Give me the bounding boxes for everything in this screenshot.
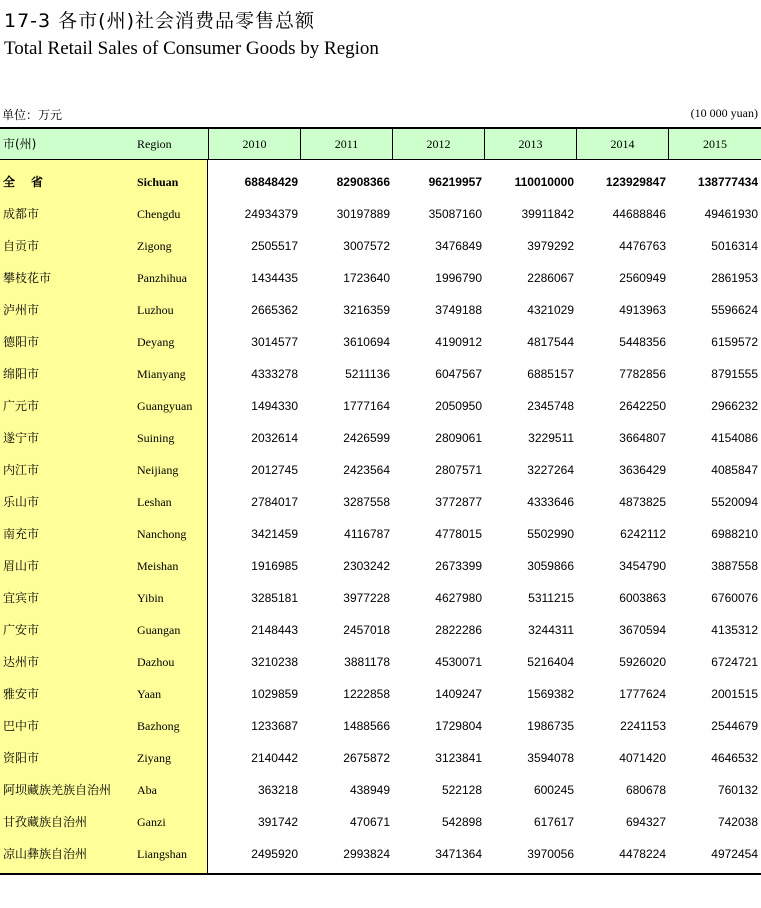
table-row xyxy=(0,582,761,614)
value-cell-2014: 5926020 xyxy=(619,655,666,669)
table-header-rule xyxy=(0,159,761,160)
value-cell-2015: 8791555 xyxy=(711,367,758,381)
value-cell-2011: 3007572 xyxy=(343,239,390,253)
table-bottom-rule xyxy=(0,873,761,875)
value-cell-2010: 2140442 xyxy=(251,751,298,765)
table-row xyxy=(0,454,761,486)
value-cell-2013: 600245 xyxy=(533,783,574,797)
region-name-cn: 资阳市 xyxy=(3,751,40,765)
value-cell-2013: 3227264 xyxy=(527,463,574,477)
region-name-en: Dazhou xyxy=(137,655,175,669)
region-name-cn: 眉山市 xyxy=(3,559,40,573)
value-cell-2011: 2457018 xyxy=(343,623,390,637)
value-cell-2013: 39911842 xyxy=(521,207,574,221)
value-cell-2010: 1916985 xyxy=(251,559,298,573)
value-cell-2015: 6760076 xyxy=(711,591,758,605)
table-row xyxy=(0,742,761,774)
value-cell-2013: 6885157 xyxy=(527,367,574,381)
value-cell-2013: 5502990 xyxy=(527,527,574,541)
region-name-cn: 乐山市 xyxy=(3,495,40,509)
value-cell-2010: 68848429 xyxy=(244,175,298,189)
value-cell-2010: 391742 xyxy=(257,815,298,829)
value-cell-2013: 2286067 xyxy=(527,271,574,285)
value-cell-2014: 4071420 xyxy=(619,751,666,765)
value-cell-2012: 96219957 xyxy=(428,175,482,189)
value-cell-2013: 5216404 xyxy=(527,655,574,669)
value-cell-2012: 2050950 xyxy=(435,399,482,413)
value-cell-2012: 522128 xyxy=(441,783,482,797)
header-year-2011: 2011 xyxy=(300,129,392,159)
value-cell-2015: 742038 xyxy=(717,815,758,829)
table-row xyxy=(0,774,761,806)
value-cell-2014: 3636429 xyxy=(619,463,666,477)
value-cell-2011: 1488566 xyxy=(343,719,390,733)
table-row xyxy=(0,198,761,230)
table-row xyxy=(0,518,761,550)
value-cell-2010: 24934379 xyxy=(244,207,298,221)
value-cell-2015: 4972454 xyxy=(711,847,758,861)
value-cell-2013: 1569382 xyxy=(527,687,574,701)
table-row xyxy=(0,294,761,326)
page-title-english: Total Retail Sales of Consumer Goods by Region xyxy=(4,38,379,59)
region-name-en: Neijiang xyxy=(137,463,179,477)
region-name-cn: 广元市 xyxy=(3,399,40,413)
value-cell-2015: 4154086 xyxy=(711,431,758,445)
value-cell-2014: 2241153 xyxy=(620,719,666,733)
value-cell-2015: 4135312 xyxy=(711,623,758,637)
value-cell-2015: 5016314 xyxy=(711,239,758,253)
value-cell-2014: 3664807 xyxy=(619,431,666,445)
value-cell-2012: 1729804 xyxy=(435,719,482,733)
value-cell-2015: 760132 xyxy=(717,783,758,797)
region-name-cn: 攀枝花市 xyxy=(3,271,52,285)
header-year-2013: 2013 xyxy=(484,129,576,159)
page-title-chinese: 17-3 各市(州)社会消费品零售总额 xyxy=(4,10,315,32)
region-name-cn: 全省 xyxy=(3,175,60,189)
table-row xyxy=(0,422,761,454)
value-cell-2014: 3454790 xyxy=(619,559,666,573)
value-cell-2012: 4530071 xyxy=(435,655,482,669)
value-cell-2014: 4478224 xyxy=(619,847,666,861)
region-name-en: Guangyuan xyxy=(137,399,193,413)
value-cell-2013: 1986735 xyxy=(527,719,574,733)
unit-label-chinese: 单位：万元 xyxy=(2,108,63,122)
value-cell-2014: 1777624 xyxy=(619,687,666,701)
table-row xyxy=(0,710,761,742)
region-name-en: Deyang xyxy=(137,335,175,349)
value-cell-2013: 3594078 xyxy=(527,751,574,765)
value-cell-2013: 3979292 xyxy=(527,239,574,253)
region-name-cn: 绵阳市 xyxy=(3,367,40,381)
value-cell-2012: 2809061 xyxy=(435,431,482,445)
value-cell-2010: 363218 xyxy=(257,783,298,797)
region-name-cn: 南充市 xyxy=(3,527,40,541)
value-cell-2013: 3970056 xyxy=(527,847,574,861)
region-name-en: Luzhou xyxy=(137,303,174,317)
value-cell-2010: 3210238 xyxy=(251,655,298,669)
value-cell-2012: 3471364 xyxy=(435,847,482,861)
value-cell-2015: 6988210 xyxy=(711,527,758,541)
header-year-2010: 2010 xyxy=(208,129,300,159)
value-cell-2010: 3014577 xyxy=(251,335,298,349)
region-name-cn: 巴中市 xyxy=(3,719,40,733)
region-name-cn: 雅安市 xyxy=(3,687,40,701)
value-cell-2013: 110010000 xyxy=(514,175,574,189)
value-cell-2012: 542898 xyxy=(441,815,482,829)
value-cell-2011: 2426599 xyxy=(343,431,390,445)
value-cell-2014: 2560949 xyxy=(619,271,666,285)
region-name-en: Yaan xyxy=(137,687,162,701)
header-city-cn: 市(州) xyxy=(3,137,37,151)
value-cell-2014: 694327 xyxy=(625,815,666,829)
region-name-en: Liangshan xyxy=(137,847,187,861)
value-cell-2010: 3285181 xyxy=(251,591,298,605)
table-row xyxy=(0,262,761,294)
value-cell-2015: 5596624 xyxy=(711,303,758,317)
value-cell-2012: 3476849 xyxy=(435,239,482,253)
table-row xyxy=(0,838,761,870)
region-name-cn: 德阳市 xyxy=(3,335,40,349)
value-cell-2013: 4321029 xyxy=(527,303,574,317)
table-row xyxy=(0,358,761,390)
value-cell-2012: 3749188 xyxy=(435,303,482,317)
value-cell-2014: 680678 xyxy=(625,783,666,797)
region-name-en: Bazhong xyxy=(137,719,180,733)
table-row xyxy=(0,806,761,838)
value-cell-2010: 4333278 xyxy=(251,367,298,381)
table-row xyxy=(0,614,761,646)
value-cell-2010: 1434435 xyxy=(251,271,298,285)
value-cell-2013: 3059866 xyxy=(527,559,574,573)
value-cell-2014: 4913963 xyxy=(619,303,666,317)
region-name-cn: 内江市 xyxy=(3,463,40,477)
value-cell-2011: 82908366 xyxy=(336,175,390,189)
value-cell-2011: 30197889 xyxy=(336,207,390,221)
region-name-en: Mianyang xyxy=(137,367,186,381)
header-year-2012: 2012 xyxy=(392,129,484,159)
value-cell-2012: 6047567 xyxy=(435,367,482,381)
value-cell-2012: 4190912 xyxy=(435,335,482,349)
header-year-2014: 2014 xyxy=(576,129,668,159)
region-name-en: Aba xyxy=(137,783,157,797)
value-cell-2011: 3287558 xyxy=(343,495,390,509)
region-name-en: Zigong xyxy=(137,239,172,253)
value-cell-2014: 4476763 xyxy=(619,239,666,253)
value-cell-2014: 4873825 xyxy=(619,495,666,509)
value-cell-2012: 4778015 xyxy=(435,527,482,541)
value-cell-2011: 2423564 xyxy=(343,463,390,477)
value-cell-2015: 2544679 xyxy=(711,719,758,733)
table-row xyxy=(0,390,761,422)
value-cell-2011: 3216359 xyxy=(343,303,390,317)
value-cell-2014: 6242112 xyxy=(620,527,666,541)
value-cell-2015: 4646532 xyxy=(711,751,758,765)
value-cell-2011: 2675872 xyxy=(343,751,390,765)
region-name-cn: 遂宁市 xyxy=(3,431,40,445)
value-cell-2015: 6159572 xyxy=(711,335,758,349)
region-name-en: Guangan xyxy=(137,623,181,637)
value-cell-2010: 2032614 xyxy=(251,431,298,445)
value-cell-2014: 2642250 xyxy=(619,399,666,413)
value-cell-2014: 5448356 xyxy=(619,335,666,349)
table-row xyxy=(0,486,761,518)
value-cell-2011: 470671 xyxy=(349,815,390,829)
value-cell-2011: 3977228 xyxy=(343,591,390,605)
value-cell-2010: 2505517 xyxy=(251,239,298,253)
value-cell-2011: 1222858 xyxy=(343,687,390,701)
table-row xyxy=(0,646,761,678)
value-cell-2013: 4817544 xyxy=(527,335,574,349)
value-cell-2010: 2012745 xyxy=(251,463,298,477)
region-name-en: Sichuan xyxy=(137,175,179,189)
region-name-en: Meishan xyxy=(137,559,179,573)
value-cell-2013: 5311215 xyxy=(528,591,574,605)
table-row xyxy=(0,678,761,710)
region-name-cn: 达州市 xyxy=(3,655,40,669)
table-row xyxy=(0,166,761,198)
table-row xyxy=(0,230,761,262)
table-row xyxy=(0,550,761,582)
region-name-cn: 广安市 xyxy=(3,623,40,637)
value-cell-2015: 4085847 xyxy=(711,463,758,477)
value-cell-2014: 3670594 xyxy=(619,623,666,637)
value-cell-2011: 438949 xyxy=(349,783,390,797)
value-cell-2015: 138777434 xyxy=(697,175,758,189)
value-cell-2010: 1494330 xyxy=(251,399,298,413)
value-cell-2012: 1409247 xyxy=(435,687,482,701)
region-name-cn: 宜宾市 xyxy=(3,591,40,605)
value-cell-2015: 6724721 xyxy=(711,655,758,669)
region-name-cn: 凉山彝族自治州 xyxy=(3,847,88,861)
value-cell-2010: 3421459 xyxy=(251,527,298,541)
value-cell-2011: 2303242 xyxy=(343,559,390,573)
value-cell-2011: 1777164 xyxy=(343,399,390,413)
region-name-en: Nanchong xyxy=(137,527,187,541)
value-cell-2013: 3244311 xyxy=(528,623,574,637)
value-cell-2012: 2822286 xyxy=(435,623,482,637)
header-region: Region xyxy=(137,137,172,151)
value-cell-2014: 6003863 xyxy=(619,591,666,605)
value-cell-2012: 35087160 xyxy=(428,207,482,221)
value-cell-2015: 49461930 xyxy=(704,207,758,221)
value-cell-2012: 2807571 xyxy=(435,463,482,477)
value-cell-2012: 3772877 xyxy=(435,495,482,509)
value-cell-2012: 1996790 xyxy=(435,271,482,285)
region-name-cn: 泸州市 xyxy=(3,303,40,317)
value-cell-2012: 3123841 xyxy=(435,751,482,765)
region-name-en: Panzhihua xyxy=(137,271,187,285)
table-header-row xyxy=(0,129,761,159)
value-cell-2013: 3229511 xyxy=(528,431,574,445)
value-cell-2010: 2495920 xyxy=(251,847,298,861)
value-cell-2012: 2673399 xyxy=(435,559,482,573)
value-cell-2011: 4116787 xyxy=(344,527,390,541)
region-name-en: Leshan xyxy=(137,495,172,509)
value-cell-2014: 7782856 xyxy=(619,367,666,381)
value-cell-2015: 2861953 xyxy=(711,271,758,285)
value-cell-2014: 123929847 xyxy=(605,175,666,189)
region-name-en: Chengdu xyxy=(137,207,181,221)
value-cell-2013: 617617 xyxy=(533,815,574,829)
value-cell-2010: 2784017 xyxy=(251,495,298,509)
value-cell-2013: 2345748 xyxy=(527,399,574,413)
table-row xyxy=(0,326,761,358)
region-name-en: Ganzi xyxy=(137,815,166,829)
value-cell-2013: 4333646 xyxy=(527,495,574,509)
unit-label-english: (10 000 yuan) xyxy=(690,106,758,120)
region-name-en: Suining xyxy=(137,431,175,445)
value-cell-2011: 3610694 xyxy=(343,335,390,349)
region-name-cn: 自贡市 xyxy=(3,239,40,253)
value-cell-2010: 1233687 xyxy=(251,719,298,733)
value-cell-2015: 2966232 xyxy=(711,399,758,413)
value-cell-2011: 3881178 xyxy=(344,655,390,669)
region-name-en: Yibin xyxy=(137,591,164,605)
value-cell-2011: 2993824 xyxy=(343,847,390,861)
value-cell-2014: 44688846 xyxy=(612,207,666,221)
region-name-cn: 阿坝藏族羌族自治州 xyxy=(3,783,112,797)
value-cell-2015: 5520094 xyxy=(711,495,758,509)
value-cell-2015: 2001515 xyxy=(711,687,758,701)
header-year-2015: 2015 xyxy=(668,129,761,159)
value-cell-2010: 2148443 xyxy=(251,623,298,637)
value-cell-2011: 5211136 xyxy=(345,367,390,381)
region-name-cn: 甘孜藏族自治州 xyxy=(3,815,88,829)
region-name-en: Ziyang xyxy=(137,751,171,765)
value-cell-2010: 1029859 xyxy=(251,687,298,701)
value-cell-2011: 1723640 xyxy=(343,271,390,285)
value-cell-2015: 3887558 xyxy=(711,559,758,573)
value-cell-2012: 4627980 xyxy=(435,591,482,605)
table-top-rule xyxy=(0,127,761,129)
value-cell-2010: 2665362 xyxy=(251,303,298,317)
region-name-cn: 成都市 xyxy=(3,207,40,221)
